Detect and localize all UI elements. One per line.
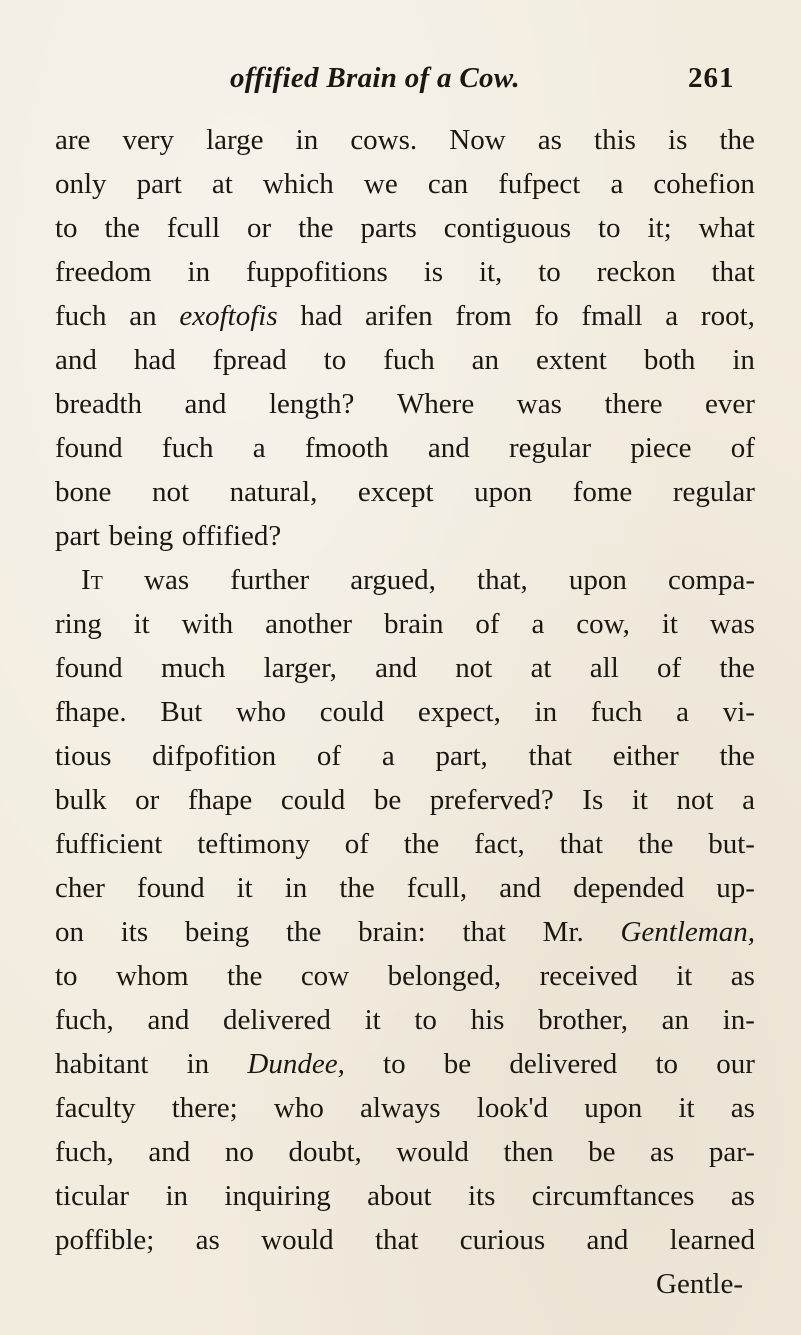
word: a xyxy=(665,300,679,332)
word: it xyxy=(661,608,678,640)
word: faculty xyxy=(55,1092,136,1124)
word: that xyxy=(528,740,573,772)
word: brother, xyxy=(538,1004,628,1036)
word: then xyxy=(503,1136,554,1168)
word: fuch, xyxy=(55,1136,114,1168)
word: would xyxy=(261,1224,334,1256)
word: in- xyxy=(722,1004,755,1036)
word: an xyxy=(129,300,157,332)
word: upon xyxy=(568,564,627,596)
word: habitant xyxy=(55,1048,149,1080)
word: it xyxy=(676,960,693,992)
word: it xyxy=(364,1004,381,1036)
word: It xyxy=(81,564,103,596)
word: it xyxy=(631,784,648,816)
word: there xyxy=(604,388,663,420)
word: teftimony xyxy=(197,828,310,860)
word: all xyxy=(589,652,619,684)
word: as xyxy=(195,1224,220,1256)
word: part xyxy=(55,520,101,552)
word: look'd xyxy=(476,1092,549,1124)
word: be xyxy=(443,1048,472,1080)
word: the xyxy=(104,212,140,244)
word: received xyxy=(539,960,638,992)
word: in xyxy=(165,1180,189,1212)
word: fmall xyxy=(581,300,643,332)
text-line xyxy=(55,734,755,778)
text-line xyxy=(55,294,755,338)
word: the xyxy=(226,960,263,992)
word: ticular xyxy=(55,1180,130,1212)
word: in xyxy=(186,1048,210,1080)
word: to xyxy=(55,212,78,244)
word: fcull, xyxy=(406,872,468,904)
text-line xyxy=(55,470,755,514)
word: cow xyxy=(300,960,350,992)
word: bulk xyxy=(55,784,107,816)
word: regular xyxy=(672,476,755,508)
word: But xyxy=(160,696,203,728)
word: natural, xyxy=(229,476,318,508)
word: what xyxy=(698,212,755,244)
text-line xyxy=(55,1174,755,1218)
word: and xyxy=(148,1136,191,1168)
word: could xyxy=(319,696,385,728)
word: are xyxy=(55,124,91,156)
word: tious xyxy=(55,740,112,772)
word: the xyxy=(719,740,755,772)
word: and xyxy=(586,1224,629,1256)
word: that, xyxy=(477,564,528,596)
word: an xyxy=(471,344,500,376)
running-head xyxy=(0,62,801,102)
word: and xyxy=(375,652,417,684)
word: Where xyxy=(396,388,475,420)
word: preferved? xyxy=(429,784,554,816)
word: of xyxy=(344,828,369,860)
word: cohefion xyxy=(653,168,755,200)
text-line xyxy=(55,1042,755,1086)
word: or xyxy=(135,784,160,816)
word: inquiring xyxy=(224,1180,331,1212)
word: arifen xyxy=(364,300,433,332)
word: poffible; xyxy=(55,1224,155,1256)
word: freedom xyxy=(55,256,152,288)
word: it xyxy=(133,608,150,640)
word: not xyxy=(676,784,714,816)
word: up- xyxy=(716,872,755,904)
word: we xyxy=(363,168,398,200)
word: his xyxy=(470,1004,505,1036)
word: difpofition xyxy=(152,740,277,772)
word: only xyxy=(55,168,107,200)
word: to xyxy=(383,1048,406,1080)
word: of xyxy=(316,740,342,772)
word: or xyxy=(246,212,272,244)
word: fuch, xyxy=(55,1004,114,1036)
word: part xyxy=(136,168,182,200)
word: found xyxy=(136,872,205,904)
word: and xyxy=(184,388,227,420)
word: fpread xyxy=(212,344,287,376)
word: a xyxy=(742,784,755,816)
word: is xyxy=(668,124,688,156)
text-line xyxy=(55,822,755,866)
word: the xyxy=(637,828,674,860)
word: in xyxy=(187,256,211,288)
word: upon xyxy=(584,1092,643,1124)
word: either xyxy=(612,740,679,772)
word: it xyxy=(236,872,253,904)
word: as xyxy=(730,960,755,992)
word: which xyxy=(262,168,334,200)
word: except xyxy=(357,476,434,508)
text-line xyxy=(55,910,755,954)
word: fo xyxy=(534,300,559,332)
word: fuch xyxy=(55,300,107,332)
word: cher xyxy=(55,872,105,904)
word: the xyxy=(298,212,334,244)
word: be xyxy=(588,1136,616,1168)
word: to xyxy=(414,1004,437,1036)
text-line xyxy=(55,646,755,690)
word: not xyxy=(455,652,493,684)
word: a xyxy=(676,696,689,728)
word: as xyxy=(650,1136,675,1168)
catchword: Gentle- xyxy=(656,1268,743,1300)
word: fmooth xyxy=(304,432,389,464)
text-line xyxy=(55,778,755,822)
word: from xyxy=(455,300,512,332)
word: fuch xyxy=(590,696,643,728)
word: in xyxy=(284,872,308,904)
word: upon xyxy=(474,476,533,508)
word: to xyxy=(55,960,78,992)
word: Gentleman, xyxy=(620,916,755,948)
word: Mr. xyxy=(542,916,584,948)
word: was xyxy=(709,608,755,640)
text-line xyxy=(55,206,755,250)
word: bone xyxy=(55,476,112,508)
text-line xyxy=(55,602,755,646)
word: expect, xyxy=(417,696,501,728)
word: always xyxy=(360,1092,441,1124)
word: the xyxy=(403,828,440,860)
word: being xyxy=(108,520,174,552)
text-line xyxy=(55,162,755,206)
word: at xyxy=(530,652,552,684)
text-line xyxy=(55,1130,755,1174)
word: another xyxy=(265,608,353,640)
word: part, xyxy=(435,740,488,772)
word: its xyxy=(467,1180,496,1212)
word: compa- xyxy=(668,564,755,596)
word: as xyxy=(537,124,562,156)
word: to xyxy=(655,1048,679,1080)
word: was xyxy=(144,564,190,596)
text-line xyxy=(55,338,755,382)
word: it, xyxy=(478,256,503,288)
word: in xyxy=(732,344,755,376)
word: that xyxy=(374,1224,419,1256)
word: further xyxy=(230,564,310,596)
word: be xyxy=(373,784,402,816)
word: vi- xyxy=(722,696,755,728)
word: that xyxy=(462,916,506,948)
word: found xyxy=(55,652,123,684)
word: but- xyxy=(708,828,755,860)
body-text xyxy=(55,118,755,1306)
word: delivered xyxy=(509,1048,618,1080)
word: circumftances xyxy=(531,1180,695,1212)
word: ring xyxy=(55,608,102,640)
text-line xyxy=(55,998,755,1042)
word: fhape xyxy=(187,784,253,816)
word: had xyxy=(133,344,176,376)
word: Dundee, xyxy=(247,1048,345,1080)
word: a xyxy=(610,168,624,200)
word: with xyxy=(181,608,234,640)
text-line xyxy=(55,690,755,734)
text-line xyxy=(55,954,755,998)
word: to xyxy=(538,256,561,288)
word: regular xyxy=(508,432,592,464)
word: par- xyxy=(708,1136,755,1168)
word: on xyxy=(55,916,84,948)
word: extent xyxy=(536,344,607,376)
word: fuppofitions xyxy=(246,256,388,288)
word: contiguous xyxy=(443,212,572,244)
word: Is xyxy=(582,784,604,816)
word: brain xyxy=(383,608,444,640)
word: fcull xyxy=(166,212,221,244)
word: at xyxy=(211,168,233,200)
word: was xyxy=(516,388,562,420)
word: it xyxy=(678,1092,695,1124)
word: ever xyxy=(705,388,755,420)
word: about xyxy=(367,1180,432,1212)
word: of xyxy=(657,652,682,684)
word: breadth xyxy=(55,388,142,420)
word: the xyxy=(285,916,322,948)
word: to xyxy=(323,344,347,376)
page-number: 261 xyxy=(688,62,735,94)
word: an xyxy=(661,1004,689,1036)
word: larger, xyxy=(263,652,337,684)
word: our xyxy=(716,1048,755,1080)
running-head-title: offified Brain of a Cow. xyxy=(230,62,520,94)
word: reckon xyxy=(596,256,676,288)
word: depended xyxy=(573,872,685,904)
word: offified? xyxy=(181,520,282,552)
word: parts xyxy=(360,212,417,244)
word: as xyxy=(730,1092,755,1124)
word: who xyxy=(273,1092,324,1124)
word: not xyxy=(151,476,189,508)
text-line xyxy=(55,426,755,470)
text-line xyxy=(55,250,755,294)
word: both xyxy=(643,344,696,376)
word: a xyxy=(531,608,545,640)
word: being xyxy=(184,916,250,948)
word: large xyxy=(206,124,264,156)
word: doubt, xyxy=(288,1136,362,1168)
word: no xyxy=(224,1136,254,1168)
word: can xyxy=(427,168,469,200)
word: Now xyxy=(449,124,506,156)
word: and xyxy=(147,1004,190,1036)
catchword-line xyxy=(55,1262,755,1306)
word: fufpect xyxy=(498,168,581,200)
word: fuch xyxy=(383,344,435,376)
word: exoftofis xyxy=(179,300,278,332)
word: fufficient xyxy=(55,828,163,860)
text-line xyxy=(55,558,755,602)
word: and xyxy=(499,872,542,904)
word: it; xyxy=(647,212,672,244)
word: very xyxy=(122,124,175,156)
word: found xyxy=(55,432,123,464)
text-line xyxy=(55,1086,755,1130)
word: its xyxy=(120,916,149,948)
word: fhape. xyxy=(55,696,127,728)
word: a xyxy=(381,740,395,772)
text-line xyxy=(55,118,755,162)
word: to xyxy=(597,212,621,244)
word: that xyxy=(711,256,755,288)
word: whom xyxy=(116,960,189,992)
word: would xyxy=(396,1136,469,1168)
word: fact, xyxy=(474,828,525,860)
word: piece xyxy=(630,432,692,464)
word: of xyxy=(730,432,755,464)
word: length? xyxy=(269,388,355,420)
text-line xyxy=(55,1218,755,1262)
word: delivered xyxy=(223,1004,331,1036)
word: argued, xyxy=(350,564,436,596)
word: is xyxy=(423,256,444,288)
word: a xyxy=(252,432,266,464)
word: the xyxy=(719,652,755,684)
word: belonged, xyxy=(387,960,502,992)
word: much xyxy=(160,652,226,684)
word: and xyxy=(427,432,470,464)
word: brain: xyxy=(358,916,426,948)
word: learned xyxy=(669,1224,755,1256)
word: the xyxy=(719,124,755,156)
word: cows. xyxy=(350,124,418,156)
word: curious xyxy=(459,1224,546,1256)
word: as xyxy=(730,1180,755,1212)
word: in xyxy=(295,124,319,156)
word: of xyxy=(475,608,500,640)
word: had xyxy=(300,300,343,332)
word: in xyxy=(534,696,558,728)
word: cow, xyxy=(576,608,630,640)
word: could xyxy=(280,784,346,816)
text-line xyxy=(55,514,755,558)
word: there; xyxy=(171,1092,238,1124)
word: who xyxy=(236,696,286,728)
word: the xyxy=(339,872,375,904)
text-line xyxy=(55,866,755,910)
word: that xyxy=(559,828,604,860)
word: this xyxy=(594,124,636,156)
word: fome xyxy=(572,476,633,508)
word: root, xyxy=(700,300,755,332)
text-line xyxy=(55,382,755,426)
word: fuch xyxy=(161,432,214,464)
word: and xyxy=(55,344,97,376)
